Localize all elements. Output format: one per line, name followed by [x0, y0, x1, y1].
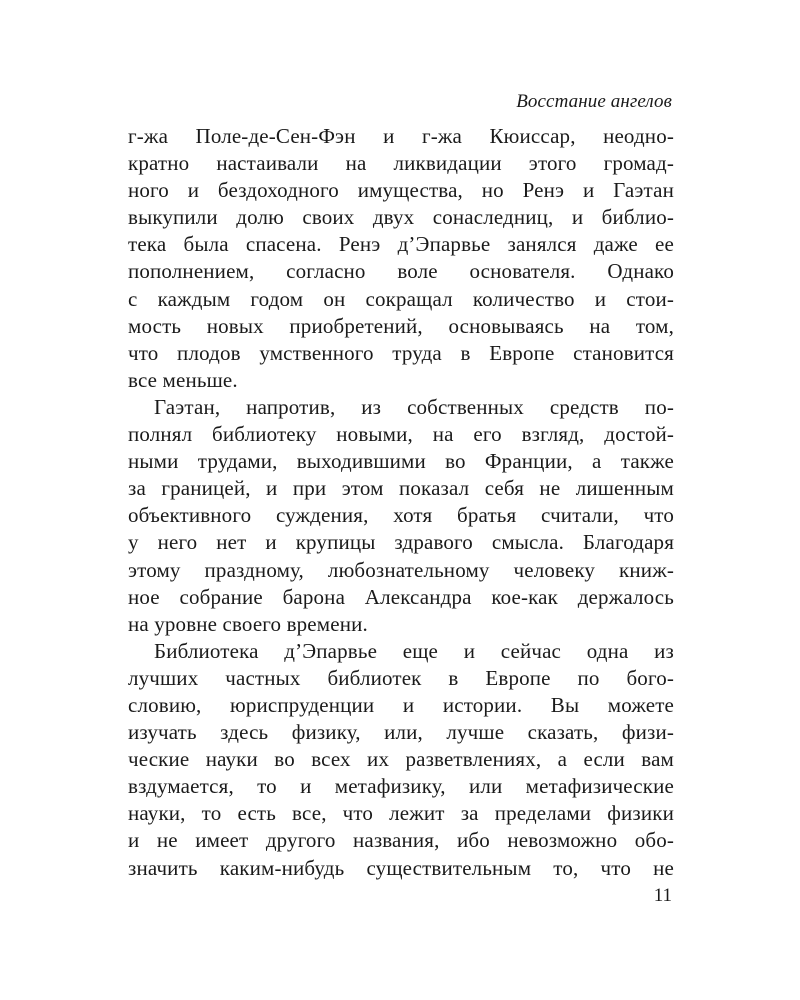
text-line: за границей, и при этом показал себя не лишенным: [128, 476, 674, 501]
text-line: ными трудами, выходившими во Франции, а также: [128, 449, 674, 474]
text-line: значить каким-нибудь существительным то, что не: [128, 855, 674, 880]
text-line: на уровне своего времени.: [128, 611, 368, 636]
text-line: изучать здесь физику, или, лучше сказать, физи-: [128, 720, 674, 745]
text-line: словию, юриспруденции и истории. Вы можете: [128, 692, 674, 717]
text-line: кратно настаивали на ликвидации этого громад-: [128, 151, 674, 176]
text-line: и не имеет другого названия, ибо невозможно обо-: [128, 828, 674, 853]
paragraph-first-line: Гаэтан, напротив, из собственных средств по-: [154, 394, 674, 419]
text-line: ного и бездоходного имущества, но Ренэ и Гаэтан: [128, 178, 674, 203]
text-line: полнял библиотеку новыми, на его взгляд, достой-: [128, 422, 674, 447]
text-line: науки, то есть все, что лежит за пределами физики: [128, 801, 674, 826]
text-line: вздумается, то и метафизику, или метафизические: [128, 774, 674, 799]
text-line: с каждым годом он сокращал количество и стои-: [128, 286, 674, 311]
text-line: ческие науки во всех их разветвлениях, а если вам: [128, 747, 674, 772]
page-number: 11: [653, 885, 672, 906]
text-line: г-жа Поле-де-Сен-Фэн и г-жа Кюиссар, неодно-: [128, 124, 674, 148]
text-line: все меньше.: [128, 367, 238, 392]
text-line: ное собрание барона Александра кое-как держалось: [128, 584, 674, 609]
text-line: выкупили долю своих двух сонаследниц, и библио-: [128, 205, 674, 230]
text-line: тека была спасена. Ренэ д’Эпарвье занялся даже ее: [128, 232, 674, 257]
paragraph-first-line: Библиотека д’Эпарвье еще и сейчас одна из: [154, 638, 674, 663]
text-line: объективного суждения, хотя братья считали, что: [128, 503, 674, 528]
text-line: пополнением, согласно воле основателя. Однако: [128, 259, 674, 284]
text-line: лучших частных библиотек в Европе по бого-: [128, 665, 674, 690]
text-line: мость новых приобретений, основываясь на том,: [128, 313, 674, 338]
running-title: Восстание ангелов: [516, 91, 672, 112]
body-text: [128, 123, 674, 882]
text-line: что плодов умственного труда в Европе становится: [128, 340, 674, 365]
text-line: этому праздному, любознательному человеку книж-: [128, 557, 674, 582]
text-line: у него нет и крупицы здравого смысла. Благодаря: [128, 530, 674, 555]
